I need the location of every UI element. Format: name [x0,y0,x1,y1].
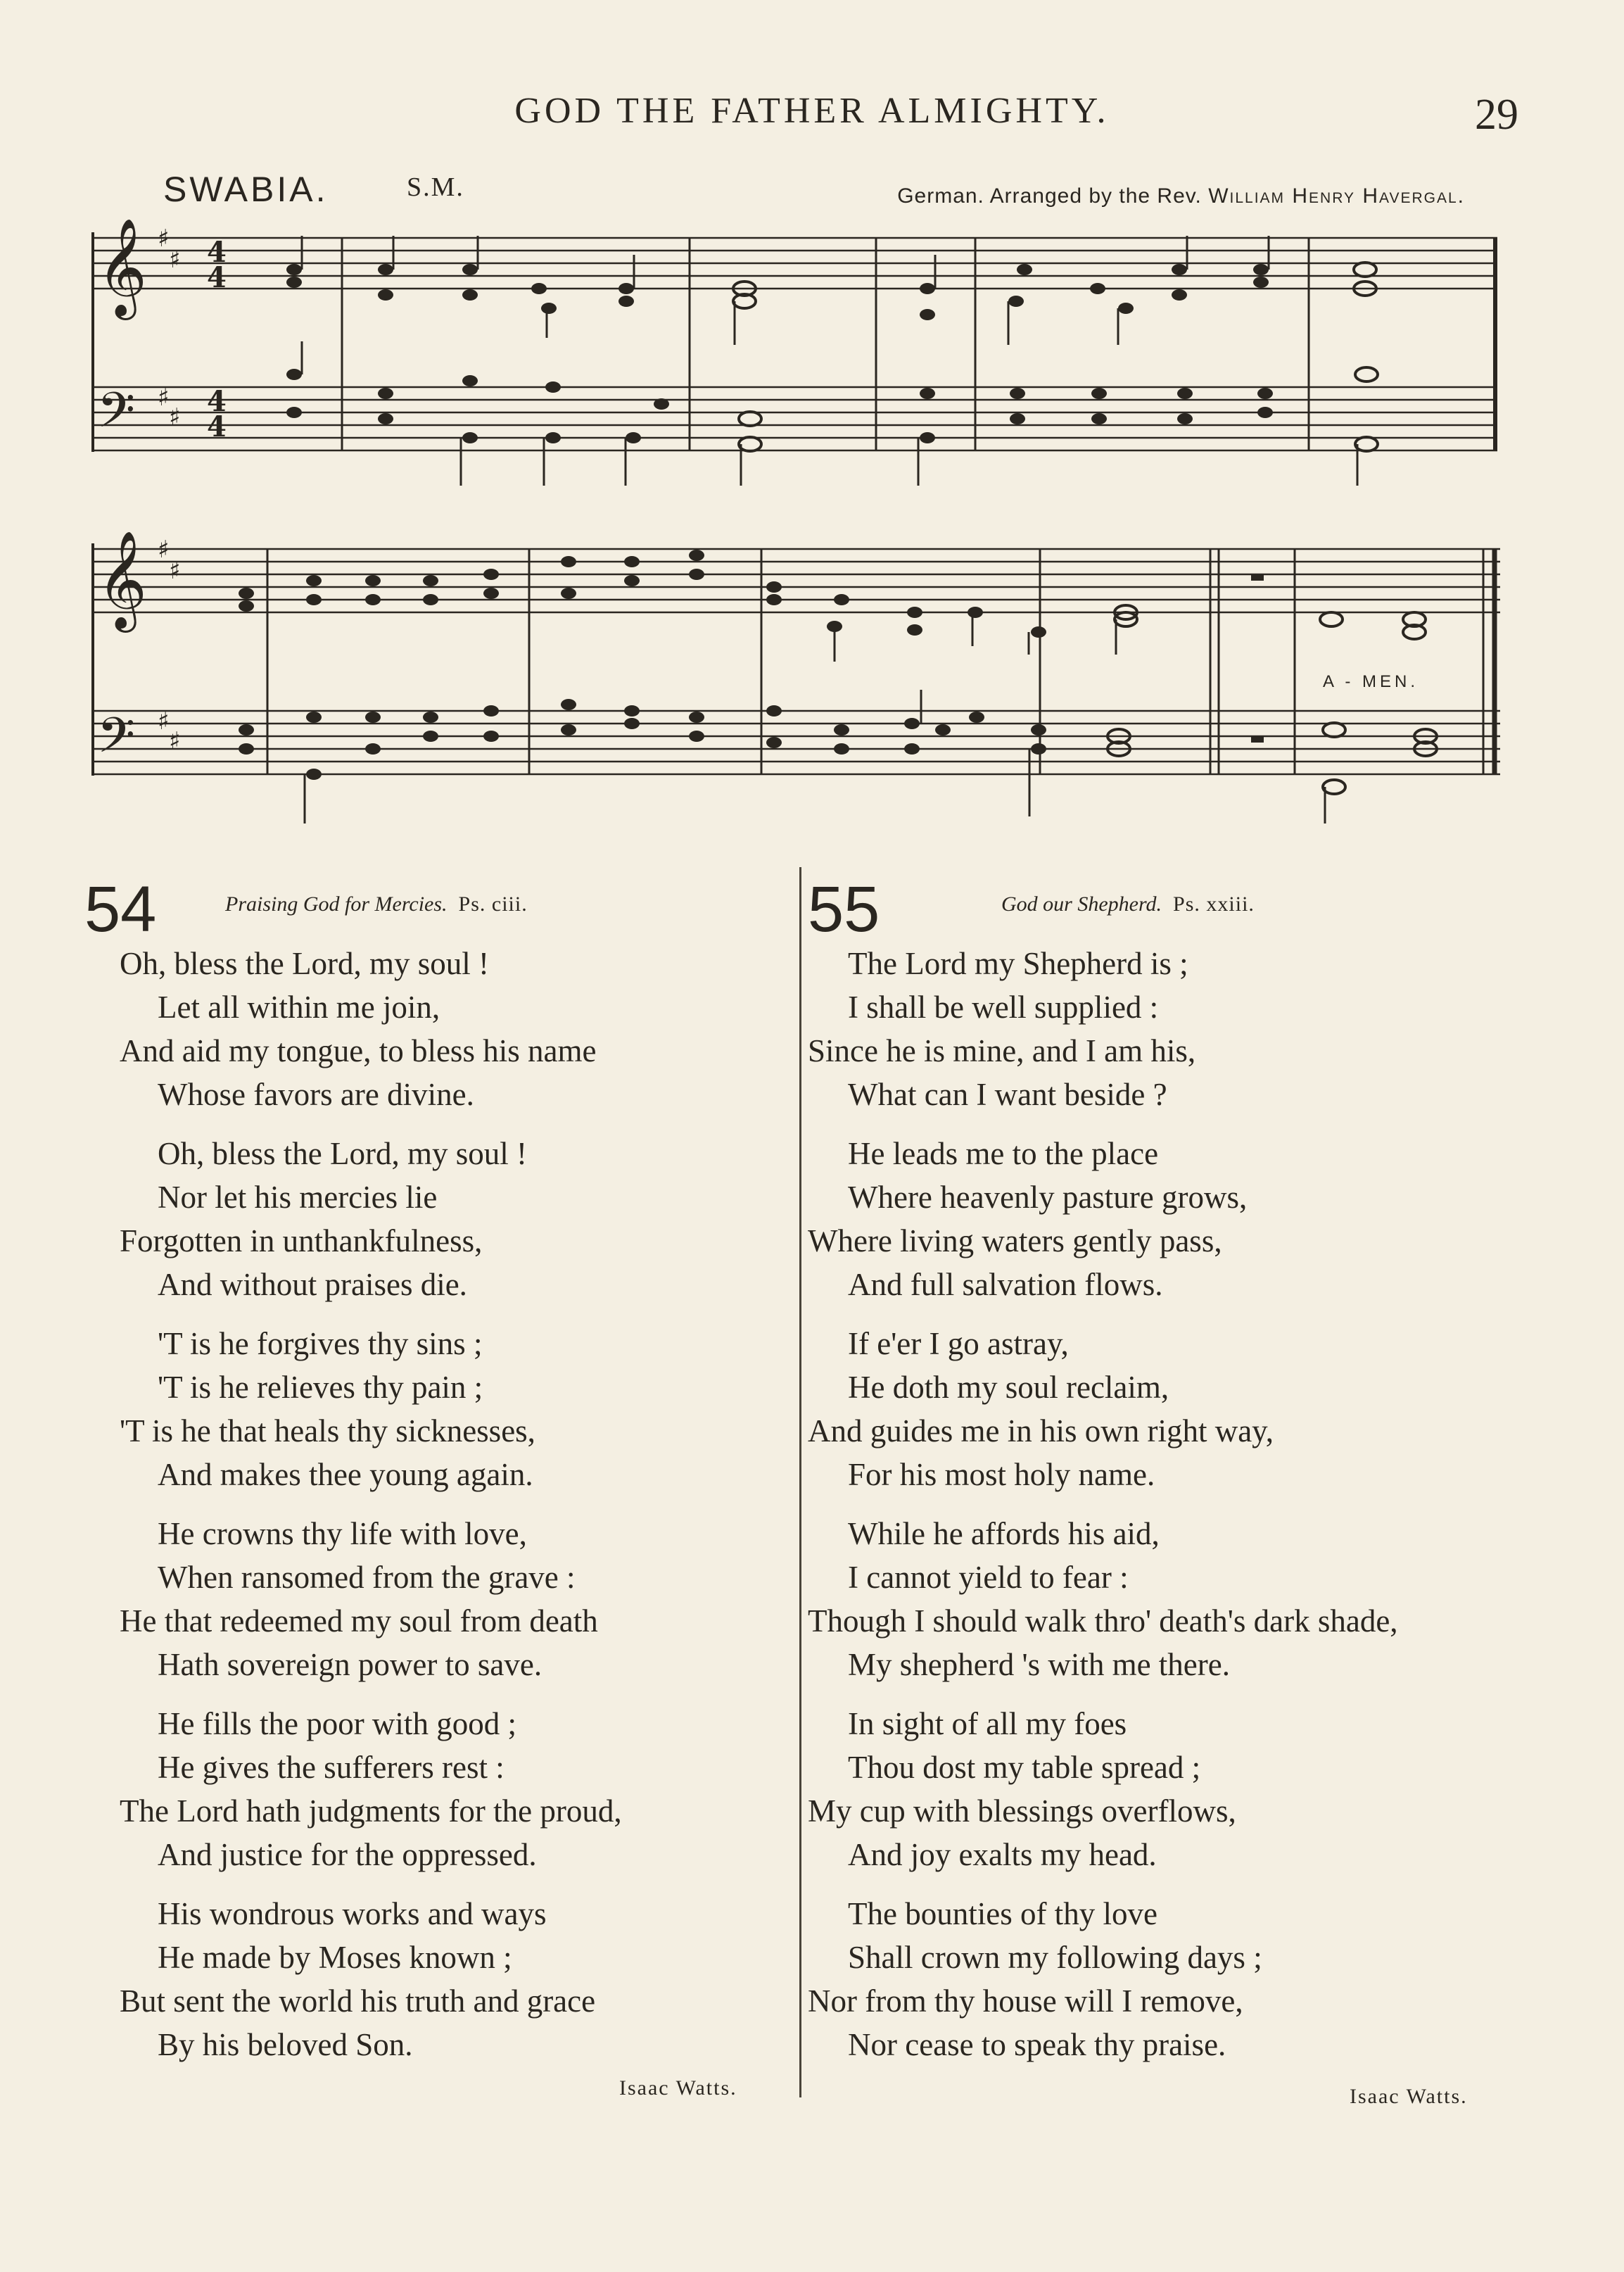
stanza [808,1892,1398,2066]
hymn-caption [1001,892,1255,916]
verse-line: And joy exalts my head. [848,1837,1157,1872]
tune-source: German. [897,184,984,208]
amen-label: A - MEN. [1323,672,1419,691]
stanza [808,1132,1398,1306]
psalm-reference: Ps. xxiii. [1173,892,1255,916]
stanza [808,942,1398,1116]
verse-line: Though I should walk thro' death's dark shade, [808,1603,1398,1639]
svg-text:♯: ♯ [158,707,170,736]
verse-line: Forgotten in unthankfulness, [120,1223,483,1258]
column-divider [799,867,801,2097]
verse-line: The Lord hath judgments for the proud, [120,1793,622,1829]
hymn-number: 55 [808,873,880,945]
verse-line: The bounties of thy love [848,1896,1157,1931]
verse-line: And aid my tongue, to bless his name [120,1033,597,1068]
verse-line: Whose favors are divine. [158,1077,474,1112]
verse-line: When ransomed from the grave : [158,1560,576,1595]
bass-stems-2 [305,690,1325,823]
verse-line: And without praises die. [158,1267,467,1302]
verse-line: Since he is mine, and I am his, [808,1033,1196,1068]
tune-name: SWABIA. [163,170,329,209]
verse-line: If e'er I go astray, [848,1326,1069,1361]
bass-stems-1 [302,341,1357,486]
verse-line: Oh, bless the Lord, my soul ! [120,946,489,981]
stanza [84,1322,622,1496]
verse-line: My cup with blessings overflows, [808,1793,1236,1829]
hymn-title: God our Shepherd. [1001,892,1162,916]
verse-line: 'T is he forgives thy sins ; [158,1326,483,1361]
barlines-1 [342,238,1495,450]
svg-text:♯: ♯ [158,225,170,253]
svg-text:♯: ♯ [169,246,181,274]
verse-line: He that redeemed my soul from death [120,1603,598,1639]
stanza [84,1132,622,1306]
running-title: GOD THE FATHER ALMIGHTY. [514,91,1110,131]
stanza [808,1512,1398,1686]
treble-stems-1 [302,236,1269,345]
verse-line: For his most holy name. [848,1457,1155,1492]
verse-line: He fills the poor with good ; [158,1706,516,1741]
bass-staff-2 [93,711,1500,774]
stanza [808,1322,1398,1496]
svg-text:♯: ♯ [158,536,170,564]
hymn-caption [225,892,528,916]
verse-line: My shepherd 's with me there. [848,1647,1230,1682]
author: Isaac Watts. [1350,2085,1468,2108]
system-2 [93,531,1500,823]
verse-line: But sent the world his truth and grace [120,1983,596,2019]
verse-line: He crowns thy life with love, [158,1516,527,1551]
svg-text:♯: ♯ [169,557,181,585]
verse-line: Oh, bless the Lord, my soul ! [158,1136,527,1171]
svg-text:4: 4 [207,261,227,294]
verse-line: His wondrous works and ways [158,1896,547,1931]
stanzas [84,942,622,2082]
verse-line: Nor from thy house will I remove, [808,1983,1243,2019]
verse-line: 'T is he that heals thy sicknesses, [120,1413,535,1449]
bass-clef-icon-2: 𝄢 [97,707,136,776]
arranger-name: William Henry Havergal. [1208,184,1465,208]
verse-line: He gives the sufferers rest : [158,1750,505,1785]
verse-line: Where living waters gently pass, [808,1223,1222,1258]
verse-line: He doth my soul reclaim, [848,1370,1169,1405]
verse-line: Let all within me join, [158,990,440,1025]
verse-line: The Lord my Shepherd is ; [848,946,1188,981]
verse-line: Where heavenly pasture grows, [848,1180,1248,1215]
treble-notes-2 [239,550,1426,639]
verse-line: I cannot yield to fear : [848,1560,1129,1595]
verse-line: Shall crown my following days ; [848,1940,1262,1975]
bass-notes-2 [239,699,1437,794]
stanza [84,942,622,1116]
verse-line: By his beloved Son. [158,2027,413,2062]
treble-staff-1 [93,238,1497,289]
tune-meter: S.M. [407,172,464,202]
verse-line: And justice for the oppressed. [158,1837,537,1872]
music-score [0,0,1624,845]
page-number: 29 [1475,91,1518,139]
bass-staff-1 [93,387,1497,450]
system-1 [93,218,1497,486]
treble-stems-2 [835,612,1116,662]
psalm-reference: Ps. ciii. [458,892,528,916]
hymn-number: 54 [84,873,157,945]
key-signature-2 [158,536,180,755]
verse-line: 'T is he relieves thy pain ; [158,1370,483,1405]
verse-line: What can I want beside ? [848,1077,1167,1112]
time-signature-1 [207,236,227,443]
verse-line: Nor cease to speak thy praise. [848,2027,1226,2062]
barlines-2 [267,549,1495,774]
hymn-title: Praising God for Mercies. [225,892,448,916]
verse-line: Nor let his mercies lie [158,1180,438,1215]
verse-line: Hath sovereign power to save. [158,1647,543,1682]
verse-line: And makes thee young again. [158,1457,533,1492]
verse-line: He leads me to the place [848,1136,1159,1171]
svg-text:4: 4 [207,410,227,443]
treble-notes-1 [286,263,1376,320]
author: Isaac Watts. [619,2076,737,2100]
verse-line: Thou dost my table spread ; [848,1750,1201,1785]
verse-line: While he affords his aid, [848,1516,1160,1551]
verse-line: In sight of all my foes [848,1706,1127,1741]
svg-text:4: 4 [207,236,227,269]
treble-staff-2 [93,549,1500,612]
arranger-prefix: Arranged by the Rev. [989,184,1202,208]
svg-text:4: 4 [207,385,227,418]
svg-text:♯: ♯ [169,403,181,431]
stanza [84,1702,622,1876]
stanza [808,1702,1398,1876]
verse-line: And full salvation flows. [848,1267,1163,1302]
treble-clef-icon-2: 𝄞 [97,531,147,629]
stanza [84,1892,622,2066]
treble-clef-icon: 𝄞 [97,218,147,316]
svg-text:♯: ♯ [169,727,181,755]
svg-text:♯: ♯ [158,384,170,412]
verse-line: I shall be well supplied : [848,990,1159,1025]
bass-clef-icon: 𝄢 [97,381,136,450]
stanza [84,1512,622,1686]
verse-line: And guides me in his own right way, [808,1413,1274,1449]
stanzas [808,942,1398,2082]
verse-line: He made by Moses known ; [158,1940,512,1975]
